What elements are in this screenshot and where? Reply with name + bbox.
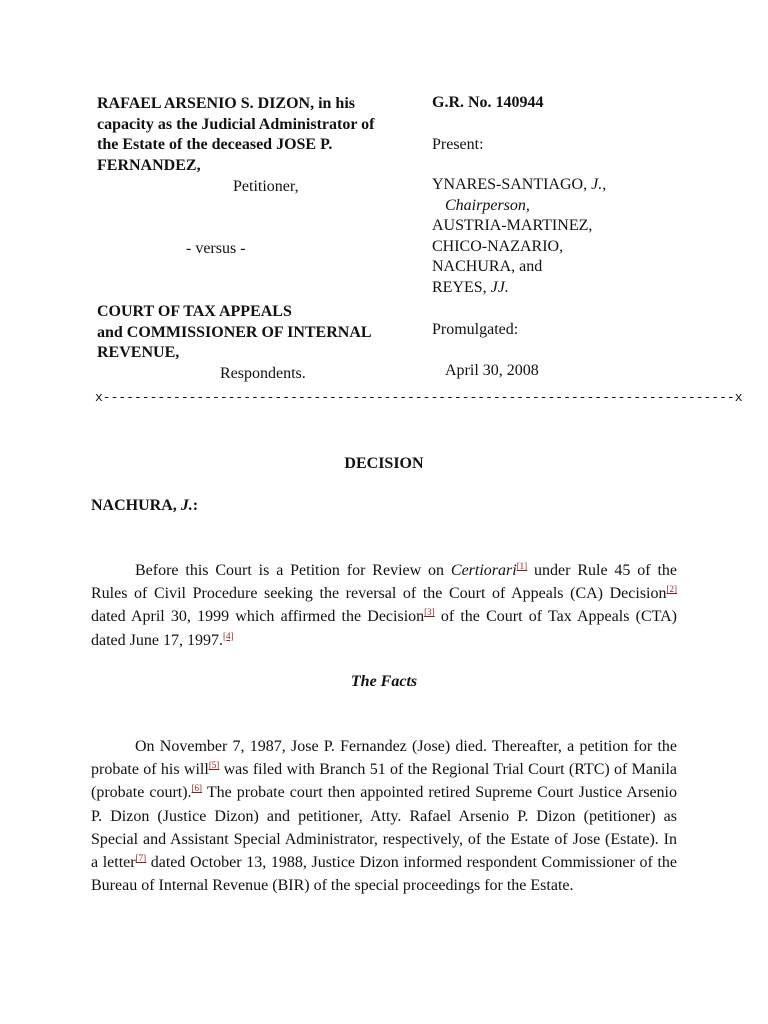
chairperson-label: Chairperson, xyxy=(445,196,530,214)
petitioner-caption xyxy=(97,94,417,176)
justice-nachura: NACHURA, and xyxy=(432,258,543,275)
present-label: Present: xyxy=(432,136,484,153)
justices-list xyxy=(432,175,672,298)
respondent-caption xyxy=(97,302,417,364)
respondent-line: REVENUE, xyxy=(97,344,180,361)
justice-reyes: REYES, JJ. xyxy=(432,278,509,296)
gr-number: G.R. No. 140944 xyxy=(432,94,544,111)
promulgated-date: April 30, 2008 xyxy=(445,362,539,379)
decision-title: DECISION xyxy=(344,455,424,472)
footnote-link-1[interactable]: [1] xyxy=(516,561,528,571)
facts-heading: The Facts xyxy=(350,673,418,690)
petitioner-line: the Estate of the deceased JOSE P. xyxy=(97,136,333,153)
promulgated-label: Promulgated: xyxy=(432,321,519,338)
petitioner-role: Petitioner, xyxy=(233,178,299,195)
footnote-link-6[interactable]: [6] xyxy=(191,783,203,794)
petitioner-line: RAFAEL ARSENIO S. DIZON, in his xyxy=(97,95,355,112)
respondent-role: Respondents. xyxy=(220,365,306,382)
footnote-link-2[interactable]: [2] xyxy=(666,584,677,595)
caption-divider: x---------------------------------------------------------------------------------x xyxy=(95,390,743,405)
facts-paragraph: On November 7, 1987, Jose P. Fernandez (Jose) died. Thereafter, a petition for the probate of his will[5] was filed with Branch 51 of the Regional Trial Court (RTC) of Manila (probate court).[6] The probate court then appointed retired Supreme Court Justice Arsenio P. Dizon (Justice Dizon) and petitioner, Atty. Rafael Arsenio P. Dizon (petitioner) as Special and Assistant Special Administrator, respectively, of the Estate of Jose (Estate). In a letter[7] dated October 13, 1988, Justice Dizon informed respondent Commissioner of the Bureau of Internal Revenue (BIR) of the special proceedings for the Estate. xyxy=(91,738,678,895)
respondent-line: and COMMISSIONER OF INTERNAL xyxy=(97,323,372,341)
justice-austria-martinez: AUSTRIA-MARTINEZ, xyxy=(432,217,593,234)
ponente: NACHURA, J.: xyxy=(91,497,199,514)
footnote-link-4[interactable]: [4] xyxy=(222,630,234,641)
footnote-link-5[interactable]: [5] xyxy=(208,760,220,771)
justice-chico-nazario: CHICO-NAZARIO, xyxy=(432,237,564,255)
justice-ynares-santiago: YNARES-SANTIAGO, J., xyxy=(432,176,607,193)
intro-paragraph: Before this Court is a Petition for Review on Certiorari[1] under Rule 45 of the Rules of Civil Procedure seeking the reversal of the Court of Appeals (CA) Decision[2] dated April 30, 1999 which affirmed the Decision[3] of the Court of Tax Appeals (CTA) dated June 17, 1997.[4] xyxy=(91,561,677,649)
petitioner-line: capacity as the Judicial Administrator of xyxy=(97,115,375,133)
petitioner-line: FERNANDEZ, xyxy=(97,156,201,174)
footnote-link-7[interactable]: [7] xyxy=(135,853,147,864)
footnote-link-3[interactable]: [3] xyxy=(424,607,435,618)
respondent-line: COURT OF TAX APPEALS xyxy=(97,303,292,320)
versus-label: - versus - xyxy=(186,240,246,257)
